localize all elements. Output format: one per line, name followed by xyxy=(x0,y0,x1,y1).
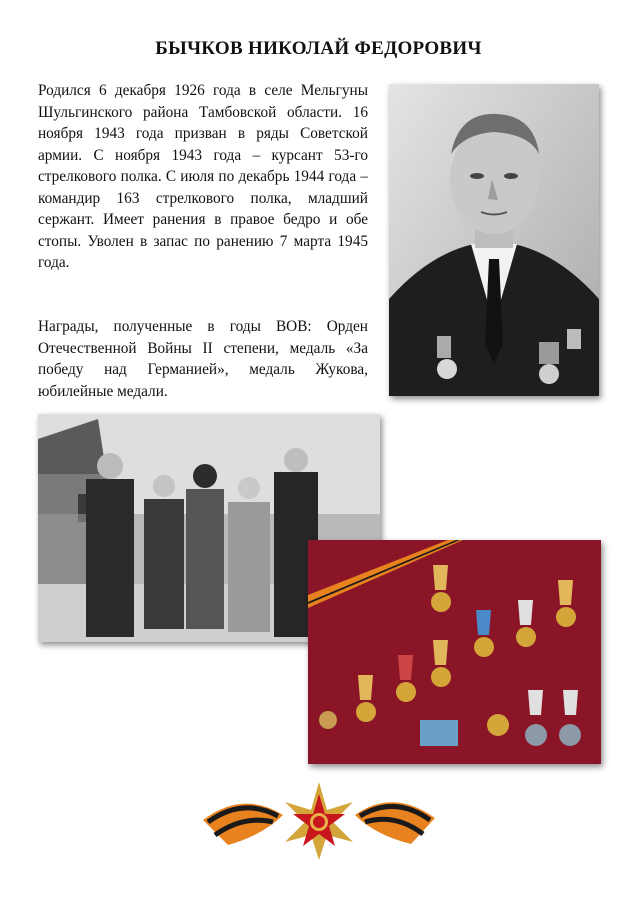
biography-text: Родился 6 декабря 1926 года в селе Мельгуны Шульгинского района Тамбовской области. 16 ноября 1943 года призван в ряды Советской армии. С ноября 1943 года – курсант 53-го стрелкового полка. С июля по декабрь 1944 года – командир 163 стрелкового полка, младший сержант. Имеет ранения в правое бедро и обе стопы. Уволен в запас по ранению 7 марта 1945 года. xyxy=(38,82,368,271)
portrait-photo xyxy=(389,84,599,396)
victory-star-emblem xyxy=(203,780,435,862)
medals-photo xyxy=(308,540,601,764)
page-title: БЫЧКОВ НИКОЛАЙ ФЕДОРОВИЧ xyxy=(155,38,482,59)
awards-text: Награды, полученные в годы ВОВ: Орден Отечественной Войны II степени, медаль «За победу над Германией», медаль Жукова, юбилейные медали. xyxy=(38,318,368,400)
